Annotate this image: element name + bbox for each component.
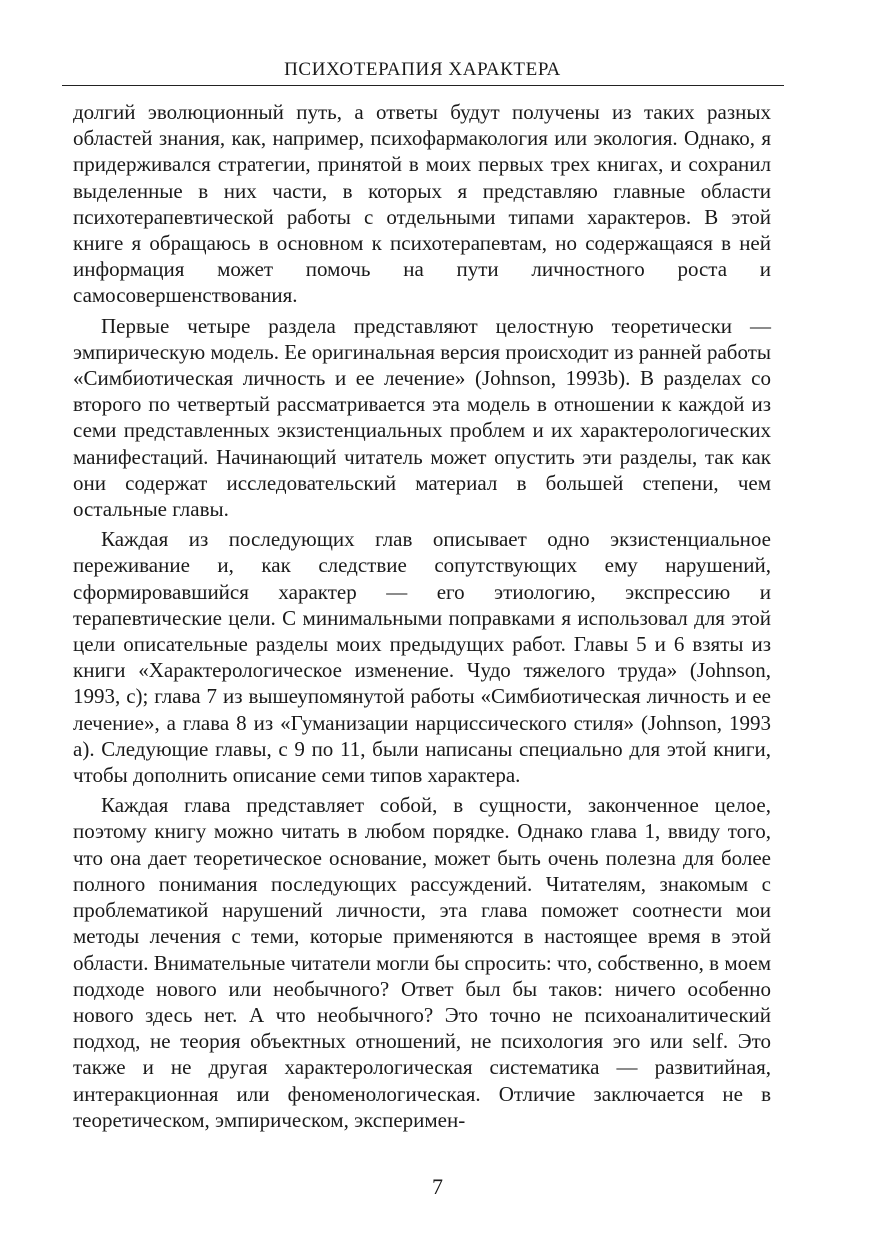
paragraph: Первые четыре раздела представляют целостную теоретически — эмпирическую модель. Ее оригинальная версия происходит из ранней работы «Симбиотическая личность и ее лечение» (Johnson, 1993b). В разделах со второго по четвертый рассматривается эта модель в отношении к каждой из семи представленных экзистенциальных проблем и их характерологических манифестаций. Начинающий читатель может опустить эти разделы, так как они содержат исследовательский материал в большей степени, чем остальные главы.	[73, 313, 771, 522]
page-number: 7	[432, 1174, 443, 1199]
header-rule	[62, 85, 784, 86]
running-head-title: ПСИХОТЕРАПИЯ ХАРАКТЕРА	[284, 59, 561, 80]
body-text	[73, 99, 771, 1133]
paragraph: Каждая из последующих глав описывает одно экзистенциальное переживание и, как следствие сопутствующих ему нарушений, сформировавшийся характер — его этиологию, экспрессию и терапевтические цели. С минимальными поправками я использовал для этой цели описательные разделы моих предыдущих работ. Главы 5 и 6 взяты из книги «Характерологическое изменение. Чудо тяжелого труда» (Johnson, 1993, c); глава 7 из вышеупомянутой работы «Симбиотическая личность и ее лечение», а глава 8 из «Гуманизации нарциссического стиля» (Johnson, 1993 a). Следующие главы, с 9 по 11, были написаны специально для этой книги, чтобы дополнить описание семи типов характера.	[73, 527, 771, 788]
paragraph-continued: долгий эволюционный путь, а ответы будут получены из таких разных областей знания, как, например, психофармакология или экология. Однако, я придерживался стратегии, принятой в моих первых трех книгах, и сохранил выделенные в них части, в которых я представляю главные области психотерапевтической работы с отдельными типами характеров. В этой книге я обращаюсь в основном к психотерапевтам, но содержащаяся в ней информация может помочь на пути личностного роста и самосовершенствования.	[73, 100, 771, 308]
paragraph: Каждая глава представляет собой, в сущности, законченное целое, поэтому книгу можно читать в любом порядке. Однако глава 1, ввиду того, что она дает теоретическое основание, может быть очень полезна для более полного понимания последующих рассуждений. Читателям, знакомым с проблематикой нарушений личности, эта глава поможет соотнести мои методы лечения с теми, которые применяются в настоящее время в этой области. Внимательные читатели могли бы спросить: что, собственно, в моем подходе нового или необычного? Ответ был бы таков: ничего особенно нового здесь нет. А что необычного? Это точно не психоаналитический подход, не теория объектных отношений, не психология эго или self. Это также и не другая характерологическая систематика — развитийная, интеракционная или феноменологическая. Отличие заключается не в теоретическом, эмпирическом, эксперимен-	[73, 793, 771, 1132]
